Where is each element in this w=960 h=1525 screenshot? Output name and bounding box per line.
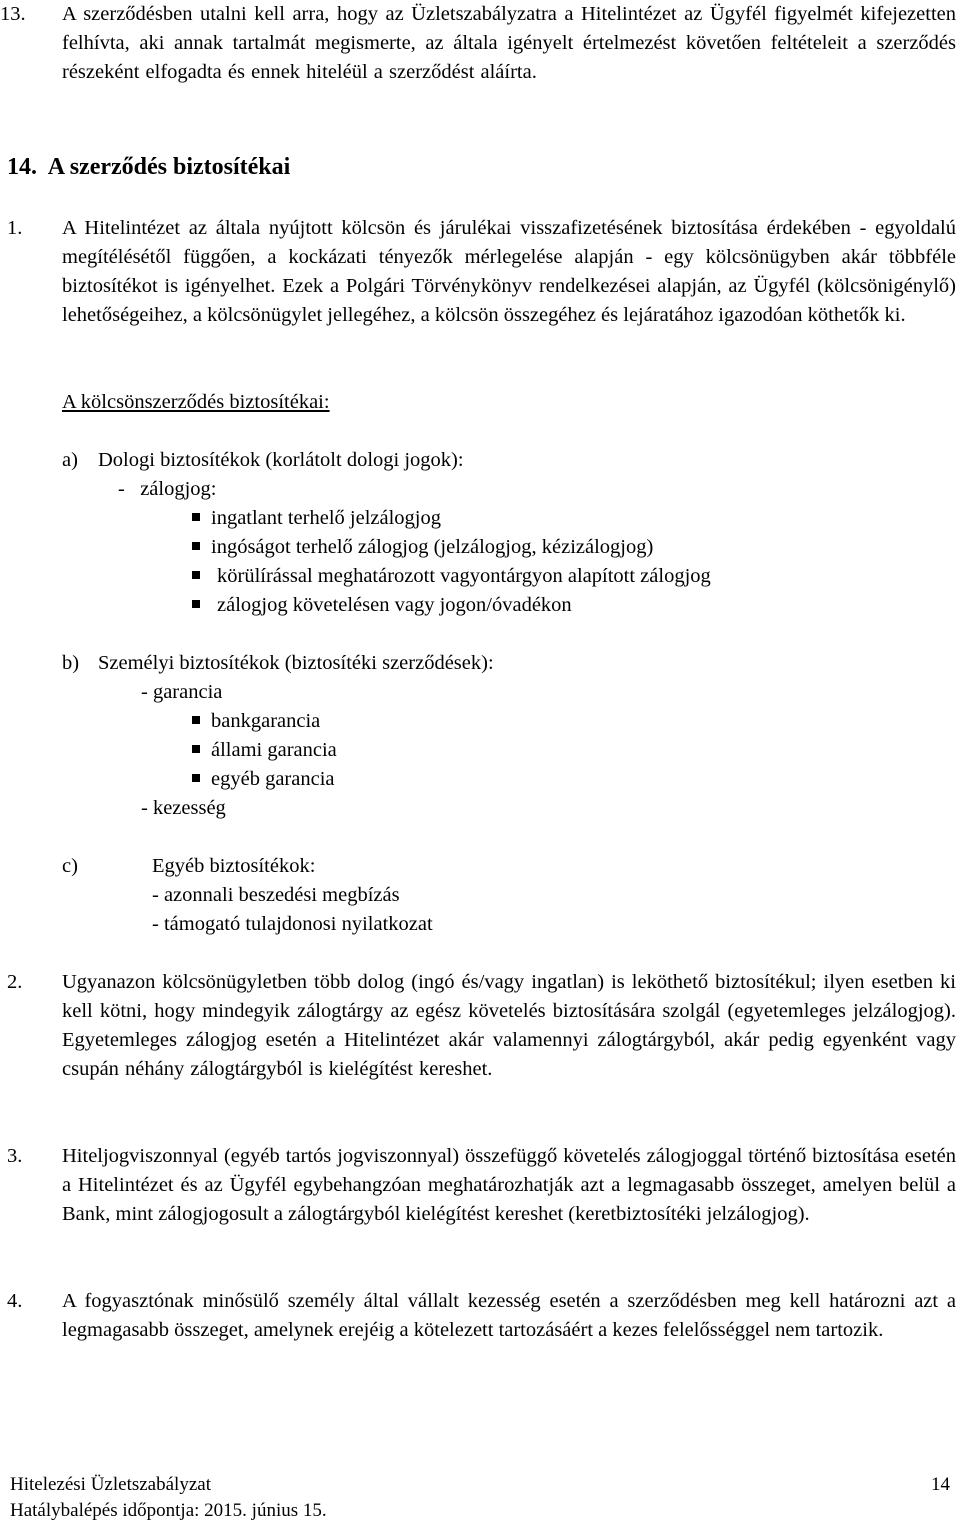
item-b-title: Személyi biztosítékok (biztosítéki szerződések): <box>98 652 494 674</box>
footer-title: Hitelezési Üzletszabályzat <box>10 1474 211 1495</box>
section-14-title: A szerződés biztosítékai <box>47 154 291 180</box>
item-c-title: Egyéb biztosítékok: <box>152 855 316 877</box>
bullet-a-2-text: ingóságot terhelő zálogjog (jelzálogjog, kézizálogjog) <box>211 536 654 558</box>
bullet-a-4 <box>192 591 572 620</box>
square-bullet-icon <box>192 745 200 753</box>
item-c-1: - azonnali beszedési megbízás <box>152 884 400 906</box>
item-b-label: b) <box>62 652 80 674</box>
bullet-a-4-text: zálogjog követelésen vagy jogon/óvadékon <box>217 594 572 616</box>
bullet-b-2-text: állami garancia <box>211 739 337 761</box>
bullet-b-2 <box>192 736 337 765</box>
item-a-title: Dologi biztosítékok (korlátolt dologi jogok): <box>98 449 464 471</box>
section-14-number: 14. <box>7 154 37 180</box>
item-3-number: 3. <box>7 1145 23 1167</box>
bullet-b-3 <box>192 765 335 794</box>
item-a-sub: - zálogjog: <box>118 478 217 500</box>
item-4-number: 4. <box>7 1290 23 1312</box>
square-bullet-icon <box>192 542 200 550</box>
item-c-label: c) <box>62 855 78 877</box>
item-b-sub-garancia: - garancia <box>141 681 223 703</box>
square-bullet-icon <box>192 774 200 782</box>
footer-page-number: 14 <box>931 1474 950 1495</box>
item-1-text: A Hitelintézet az általa nyújtott kölcsön és járulékai visszafizetésének biztosítása érdekében - egyoldalú megítélésétől függően, a kockázati tényezők mérlegelése alapján - egy kölcsönügyben akár többféle biztosítékot is igényelhet. Ezek a Polgári Törvénykönyv rendelkezései alapján, az Ügyfél (kölcsönigénylő) lehetőségeihez, a kölcsönügylet jellegéhez, a kölcsön összegéhez és lejáratához igazodóan köthetők ki. <box>62 217 956 326</box>
bullet-a-3 <box>192 562 711 591</box>
securities-heading: A kölcsönszerződés biztosítékai: <box>62 391 330 413</box>
item-1-number: 1. <box>7 217 23 239</box>
section-14-heading <box>7 152 290 182</box>
bullet-a-1 <box>192 504 441 533</box>
bullet-a-1-text: ingatlant terhelő jelzálogjog <box>211 507 441 529</box>
footer-effective-date: Hatálybalépés időpontja: 2015. június 15. <box>10 1500 327 1521</box>
square-bullet-icon <box>192 513 200 521</box>
bullet-a-3-text: körülírással meghatározott vagyontárgyon alapított zálogjog <box>217 565 711 587</box>
item-a-label: a) <box>62 449 78 471</box>
bullet-b-1 <box>192 707 320 736</box>
bullet-b-1-text: bankgarancia <box>211 710 321 732</box>
square-bullet-icon <box>192 716 200 724</box>
item-2-text: Ugyanazon kölcsönügyletben több dolog (ingó és/vagy ingatlan) is leköthető biztosítékul; ilyen esetben ki kell kötni, hogy mindegyik zálogtárgy az egész követelés biztosítására szolgál (egyetemleges jelzálogjog). Egyetemleges zálogjog esetén a Hitelintézet akár valamennyi zálogtárgyból, akár pedig egyenként vagy csupán néhány zálogtárgyból is kielégítést kereshet. <box>62 971 956 1080</box>
paragraph-13-number: 13. <box>0 3 26 25</box>
item-4-text: A fogyasztónak minősülő személy által vállalt kezesség esetén a szerződésben meg kell határozni azt a legmagasabb összeget, amelynek erejéig a kötelezett tartozásáért a kezes felelősséggel nem tartozik. <box>62 1290 956 1341</box>
item-2-number: 2. <box>7 971 23 993</box>
bullet-a-2 <box>192 533 653 562</box>
bullet-b-3-text: egyéb garancia <box>211 768 335 790</box>
item-c-2: - támogató tulajdonosi nyilatkozat <box>152 913 433 935</box>
paragraph-13-text: A szerződésben utalni kell arra, hogy az Üzletszabályzatra a Hitelintézet az Ügyfél figyelmét kifejezetten felhívta, aki annak tartalmát megismerte, az általa igényelt értelmezést követően feltételeit a szerződés részeként elfogadta és ennek hiteléül a szerződést aláírta. <box>62 3 956 83</box>
square-bullet-icon <box>192 600 200 608</box>
item-b-sub-kezesseg: - kezesség <box>141 797 226 819</box>
item-3-text: Hiteljogviszonnyal (egyéb tartós jogviszonnyal) összefüggő követelés zálogjoggal történő biztosítása esetén a Hitelintézet és az Ügyfél egybehangzóan meghatározhatják azt a legmagasabb összeget, amelyen belül a Bank, mint zálogjogosult a zálogtárgyból kielégítést kereshet (keretbiztosítéki jelzálogjog). <box>62 1145 956 1225</box>
square-bullet-icon <box>192 571 200 579</box>
